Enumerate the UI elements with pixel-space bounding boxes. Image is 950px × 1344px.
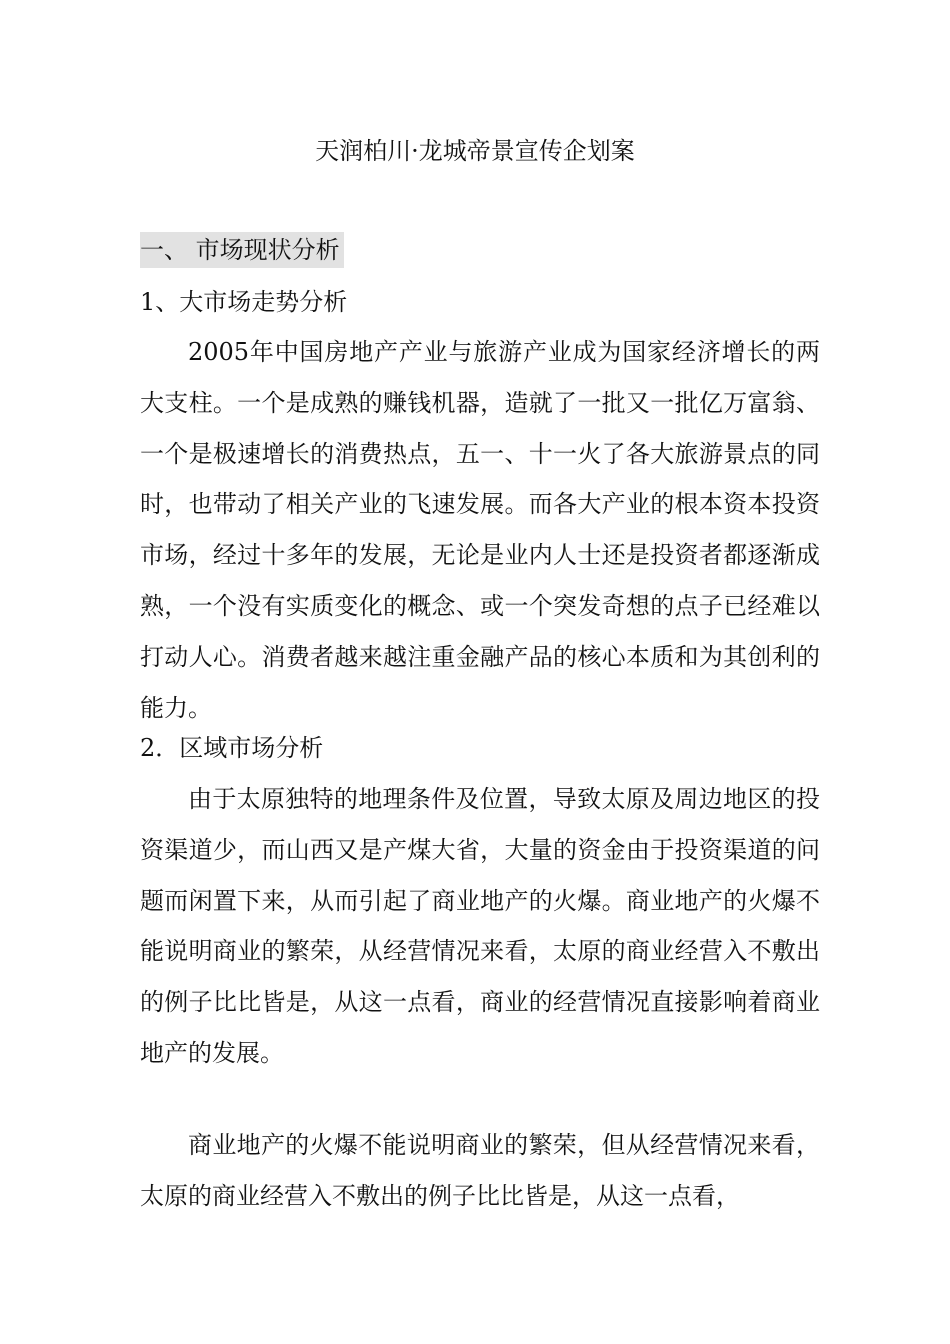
subsection-heading-regional-market: 2．区域市场分析 xyxy=(140,734,324,762)
paragraph-regional-market-continued: 商业地产的火爆不能说明商业的繁荣，但从经营情况来看，太原的商业经营入不敷出的例子比比皆是，从这一点看， xyxy=(140,1131,820,1210)
paragraph-market-trend: 2005年中国房地产产业与旅游产业成为国家经济增长的两大支柱。一个是成熟的赚钱机器，造就了一批又一批亿万富翁、一个是极速增长的消费热点，五一、十一火了各大旅游景点的同时，也带动了相关产业的飞速发展。而各大产业的根本资本投资市场，经过十多年的发展，无论是业内人士还是投资者都逐渐成熟，一个没有实质变化的概念、或一个突发奇想的点子已经难以打动人心。消费者越来越注重金融产品的核心本质和为其创利的能力。 xyxy=(140,338,820,722)
subsection-heading-market-trend: 1、大市场走势分析 xyxy=(140,288,348,316)
paragraph-regional-market: 由于太原独特的地理条件及位置，导致太原及周边地区的投资渠道少，而山西又是产煤大省，大量的资金由于投资渠道的问题而闲置下来，从而引起了商业地产的火爆。商业地产的火爆不能说明商业的繁荣，从经营情况来看，太原的商业经营入不敷出的例子比比皆是，从这一点看，商业的经营情况直接影响着商业地产的发展。 xyxy=(140,785,820,1067)
document-title: 天润柏川·龙城帝景宣传企划案 xyxy=(315,137,635,165)
section-heading-market-status: 一、 市场现状分析 xyxy=(140,232,344,268)
